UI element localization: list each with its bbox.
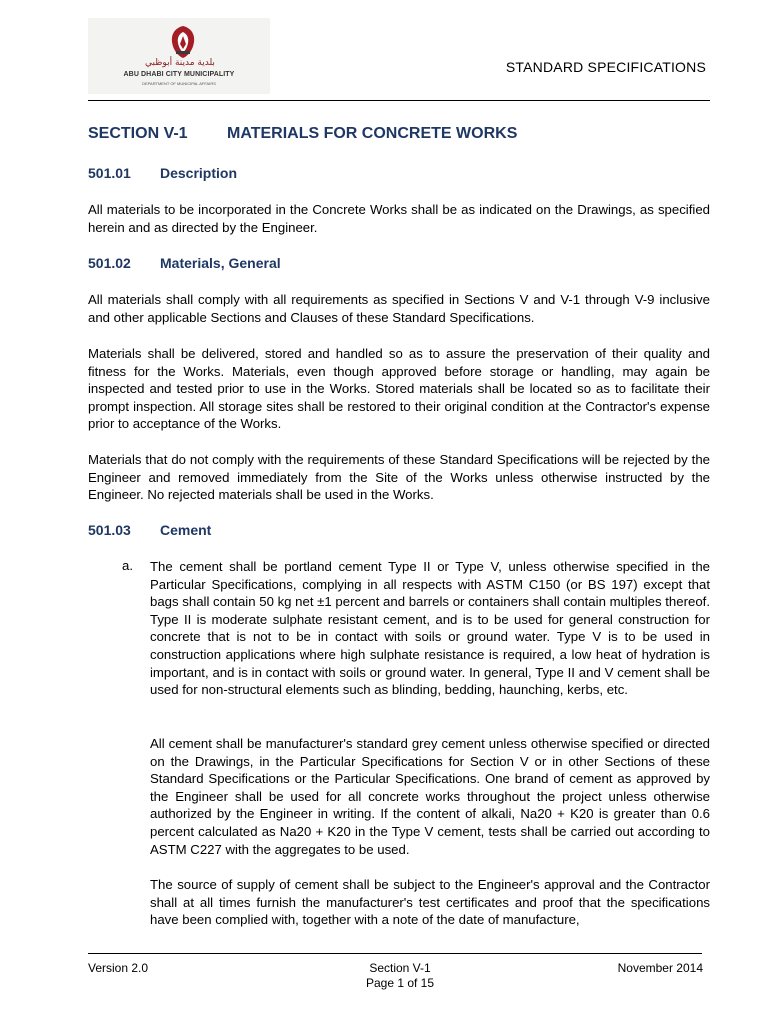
subsection-number: 501.03 <box>88 522 131 538</box>
paragraph: Materials shall be delivered, stored and handled so as to assure the preservation of their quality and fitness for the Works. Materials, even though approved before storage or handling, may again be inspected and tested prior to use in the Works. Stored materials shall be located so as to facilitate their prompt inspection. All storage sites shall be restored to their original condition at the Contractor's expense prior to acceptance of the Works. <box>88 346 710 432</box>
paragraph: All materials to be incorporated in the Concrete Works shall be as indicated on the Drawings, as specified herein and as directed by the Engineer. <box>88 202 710 235</box>
section-heading <box>88 125 517 143</box>
footer-section: Section V-1 <box>369 961 431 975</box>
section-title: MATERIALS FOR CONCRETE WORKS <box>227 125 518 142</box>
section-number: SECTION V-1 <box>88 125 188 142</box>
subsection-title: Description <box>160 165 238 181</box>
subsection-heading-cement <box>88 522 211 538</box>
logo-dept-name: DEPARTMENT OF MUNICIPAL AFFAIRS <box>142 81 216 86</box>
logo-arabic-text: بلدية مدينة أبوظبي <box>145 58 215 68</box>
header-divider <box>88 100 710 101</box>
logo-org-name: ABU DHABI CITY MUNICIPALITY <box>123 71 235 78</box>
subsection-number: 501.02 <box>88 255 131 271</box>
subsection-heading-materials-general <box>88 255 281 271</box>
list-paragraph: All cement shall be manufacturer's standard grey cement unless otherwise specified or directed on the Drawings, in the Particular Specifications for Section V or in other Sections of these Standard Specifications or the Particular Specifications. One brand of cement as approved by the Engineer shall be used for all concrete works throughout the project unless otherwise authorized by the Engineer in writing. If the content of alkali, Na20 + K20 is greater than 0.6 percent calculated as Na20 + K20 in the Type V cement, tests shall be carried out according to ASTM C227 with the aggregates to be used. <box>150 736 710 857</box>
footer-divider <box>88 953 702 954</box>
subsection-heading-description <box>88 165 237 181</box>
header-title: STANDARD SPECIFICATIONS <box>505 59 706 75</box>
footer-page-number: Page 1 of 15 <box>365 976 435 990</box>
subsection-title: Cement <box>160 522 212 538</box>
subsection-number: 501.01 <box>88 165 131 181</box>
footer-version: Version 2.0 <box>88 961 149 975</box>
list-paragraph: The source of supply of cement shall be subject to the Engineer's approval and the Contractor shall at all times furnish the manufacturer's test certificates and proof that the specifications have been complied with, together with a note of the date of manufacture, <box>150 877 710 928</box>
falcon-emblem-icon <box>165 24 201 60</box>
list-item-label: a. <box>122 558 133 573</box>
paragraph: All materials shall comply with all requirements as specified in Sections V and V-1 through V-9 inclusive and other applicable Sections and Clauses of these Standard Specifications. <box>88 292 710 325</box>
subsection-title: Materials, General <box>160 255 281 271</box>
list-paragraph: The cement shall be portland cement Type II or Type V, unless otherwise specified in the Particular Specifications, complying in all respects with ASTM C150 (or BS 197) except that bags shall contain 50 kg net ±1 percent and barrels or containers shall contain multiples thereof. Type II is moderate sulphate resistant cement, and is to be used for general construction for concrete that is not to be in contact with soils or ground water. Type V is to be used in construction applications where high sulphate resistance is required, a low heat of hydration is important, and is in contact with soils or ground water. In general, Type II and V cement shall be used for non-structural elements such as blinding, bedding, haunching, kerbs, etc. <box>150 559 710 698</box>
footer-date: November 2014 <box>617 961 703 975</box>
footer-center <box>340 961 460 991</box>
paragraph: Materials that do not comply with the requirements of these Standard Specifications will be rejected by the Engineer and removed immediately from the Site of the Works unless otherwise instructed by the Engineer. No rejected materials shall be used in the Works. <box>88 452 710 503</box>
